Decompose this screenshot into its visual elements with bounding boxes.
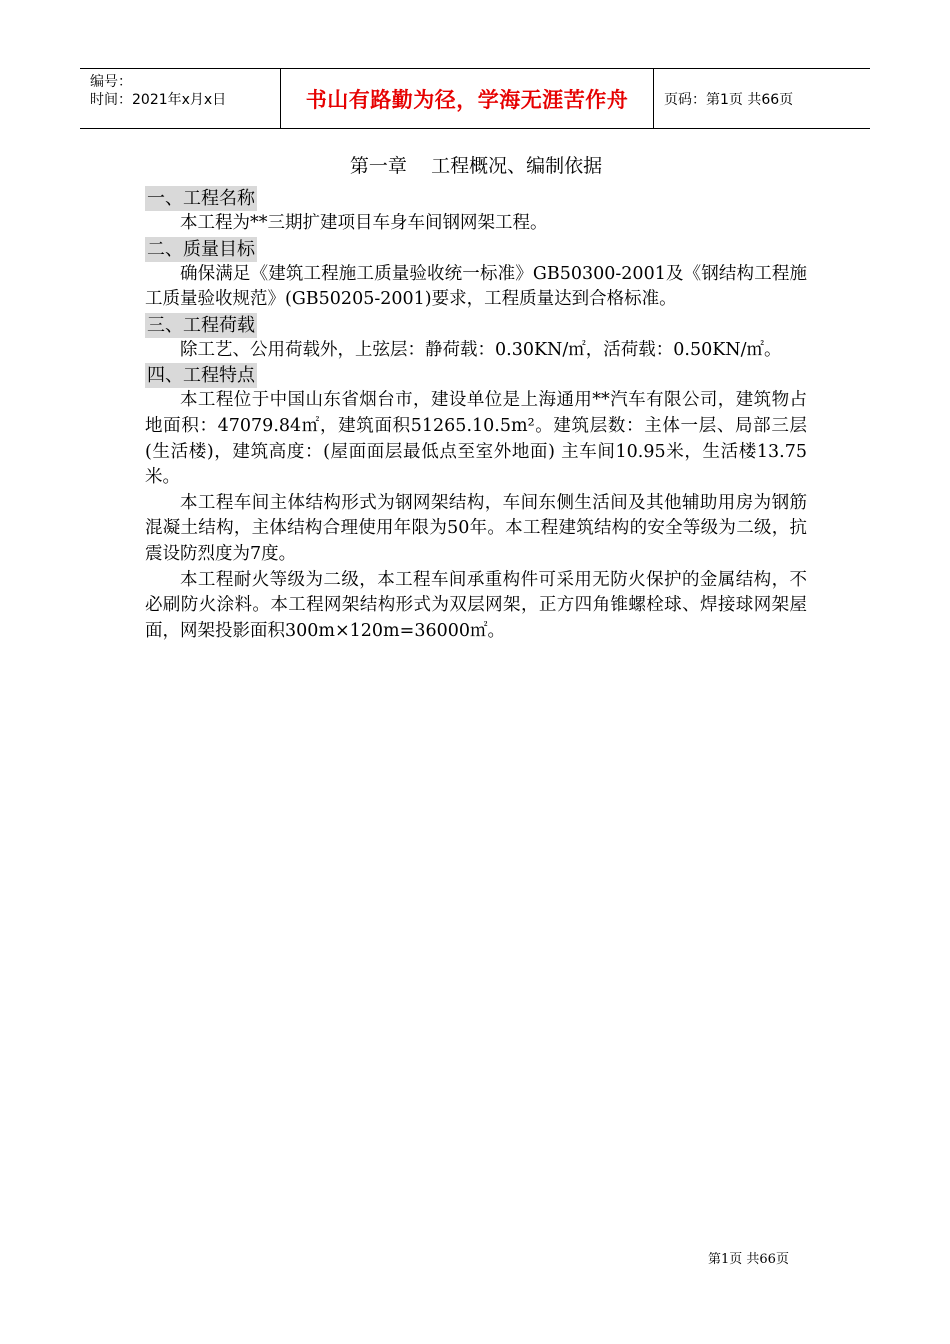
section-heading-features: 四、工程特点 — [147, 365, 255, 387]
section-heading-quality-goal: 二、质量目标 — [147, 238, 255, 260]
section-paragraph: 本工程车间主体结构形式为钢网架结构，车间东侧生活间及其他辅助用房为钢筋混凝土结构，主体结构合理使用年限为50年。本工程建筑结构的安全等级为二级，抗震设防烈度为7度。 — [145, 492, 807, 564]
section-paragraph: 除工艺、公用荷载外，上弦层：静荷载：0.30KN/㎡，活荷载：0.50KN/㎡。 — [180, 339, 782, 360]
chapter-title: 第一章 工程概况、编制依据 — [349, 155, 603, 177]
document-body — [145, 150, 807, 644]
section-paragraph: 本工程耐火等级为二级，本工程车间承重构件可采用无防火保护的金属结构，不必刷防火涂料。本工程网架结构形式为双层网架，正方四角锥螺栓球、焊接球网架屋面，网架投影面积300m×120m=36000㎡。 — [145, 569, 807, 641]
header-motto-cell — [281, 69, 654, 128]
section-paragraph: 确保满足《建筑工程施工质量验收统一标准》GB50300-2001及《钢结构工程施工质量验收规范》(GB50205-2001)要求，工程质量达到合格标准。 — [145, 263, 807, 310]
section-paragraph: 本工程位于中国山东省烟台市，建设单位是上海通用**汽车有限公司，建筑物占地面积：47079.84㎡，建筑面积51265.10.5m²。建筑层数：主体一层、局部三层(生活楼)，建筑高度：(屋面面层最低点至室外地面) 主车间10.95米，生活楼13.75米。 — [145, 390, 807, 488]
document-number-label: 编号： — [90, 74, 132, 90]
section-heading-load: 三、工程荷载 — [147, 314, 255, 336]
page-header — [80, 68, 870, 129]
section-paragraph: 本工程为**三期扩建项目车身车间钢网架工程。 — [180, 213, 548, 233]
page-footer: 第1页 共66页 — [708, 1252, 789, 1267]
header-meta — [80, 69, 281, 128]
document-date: 时间：2021年x月x日 — [90, 92, 227, 108]
header-page-info: 页码：第1页 共66页 — [664, 91, 794, 108]
section-heading-project-name: 一、工程名称 — [147, 188, 255, 209]
header-motto: 书山有路勤为径，学海无涯苦作舟 — [305, 87, 629, 112]
